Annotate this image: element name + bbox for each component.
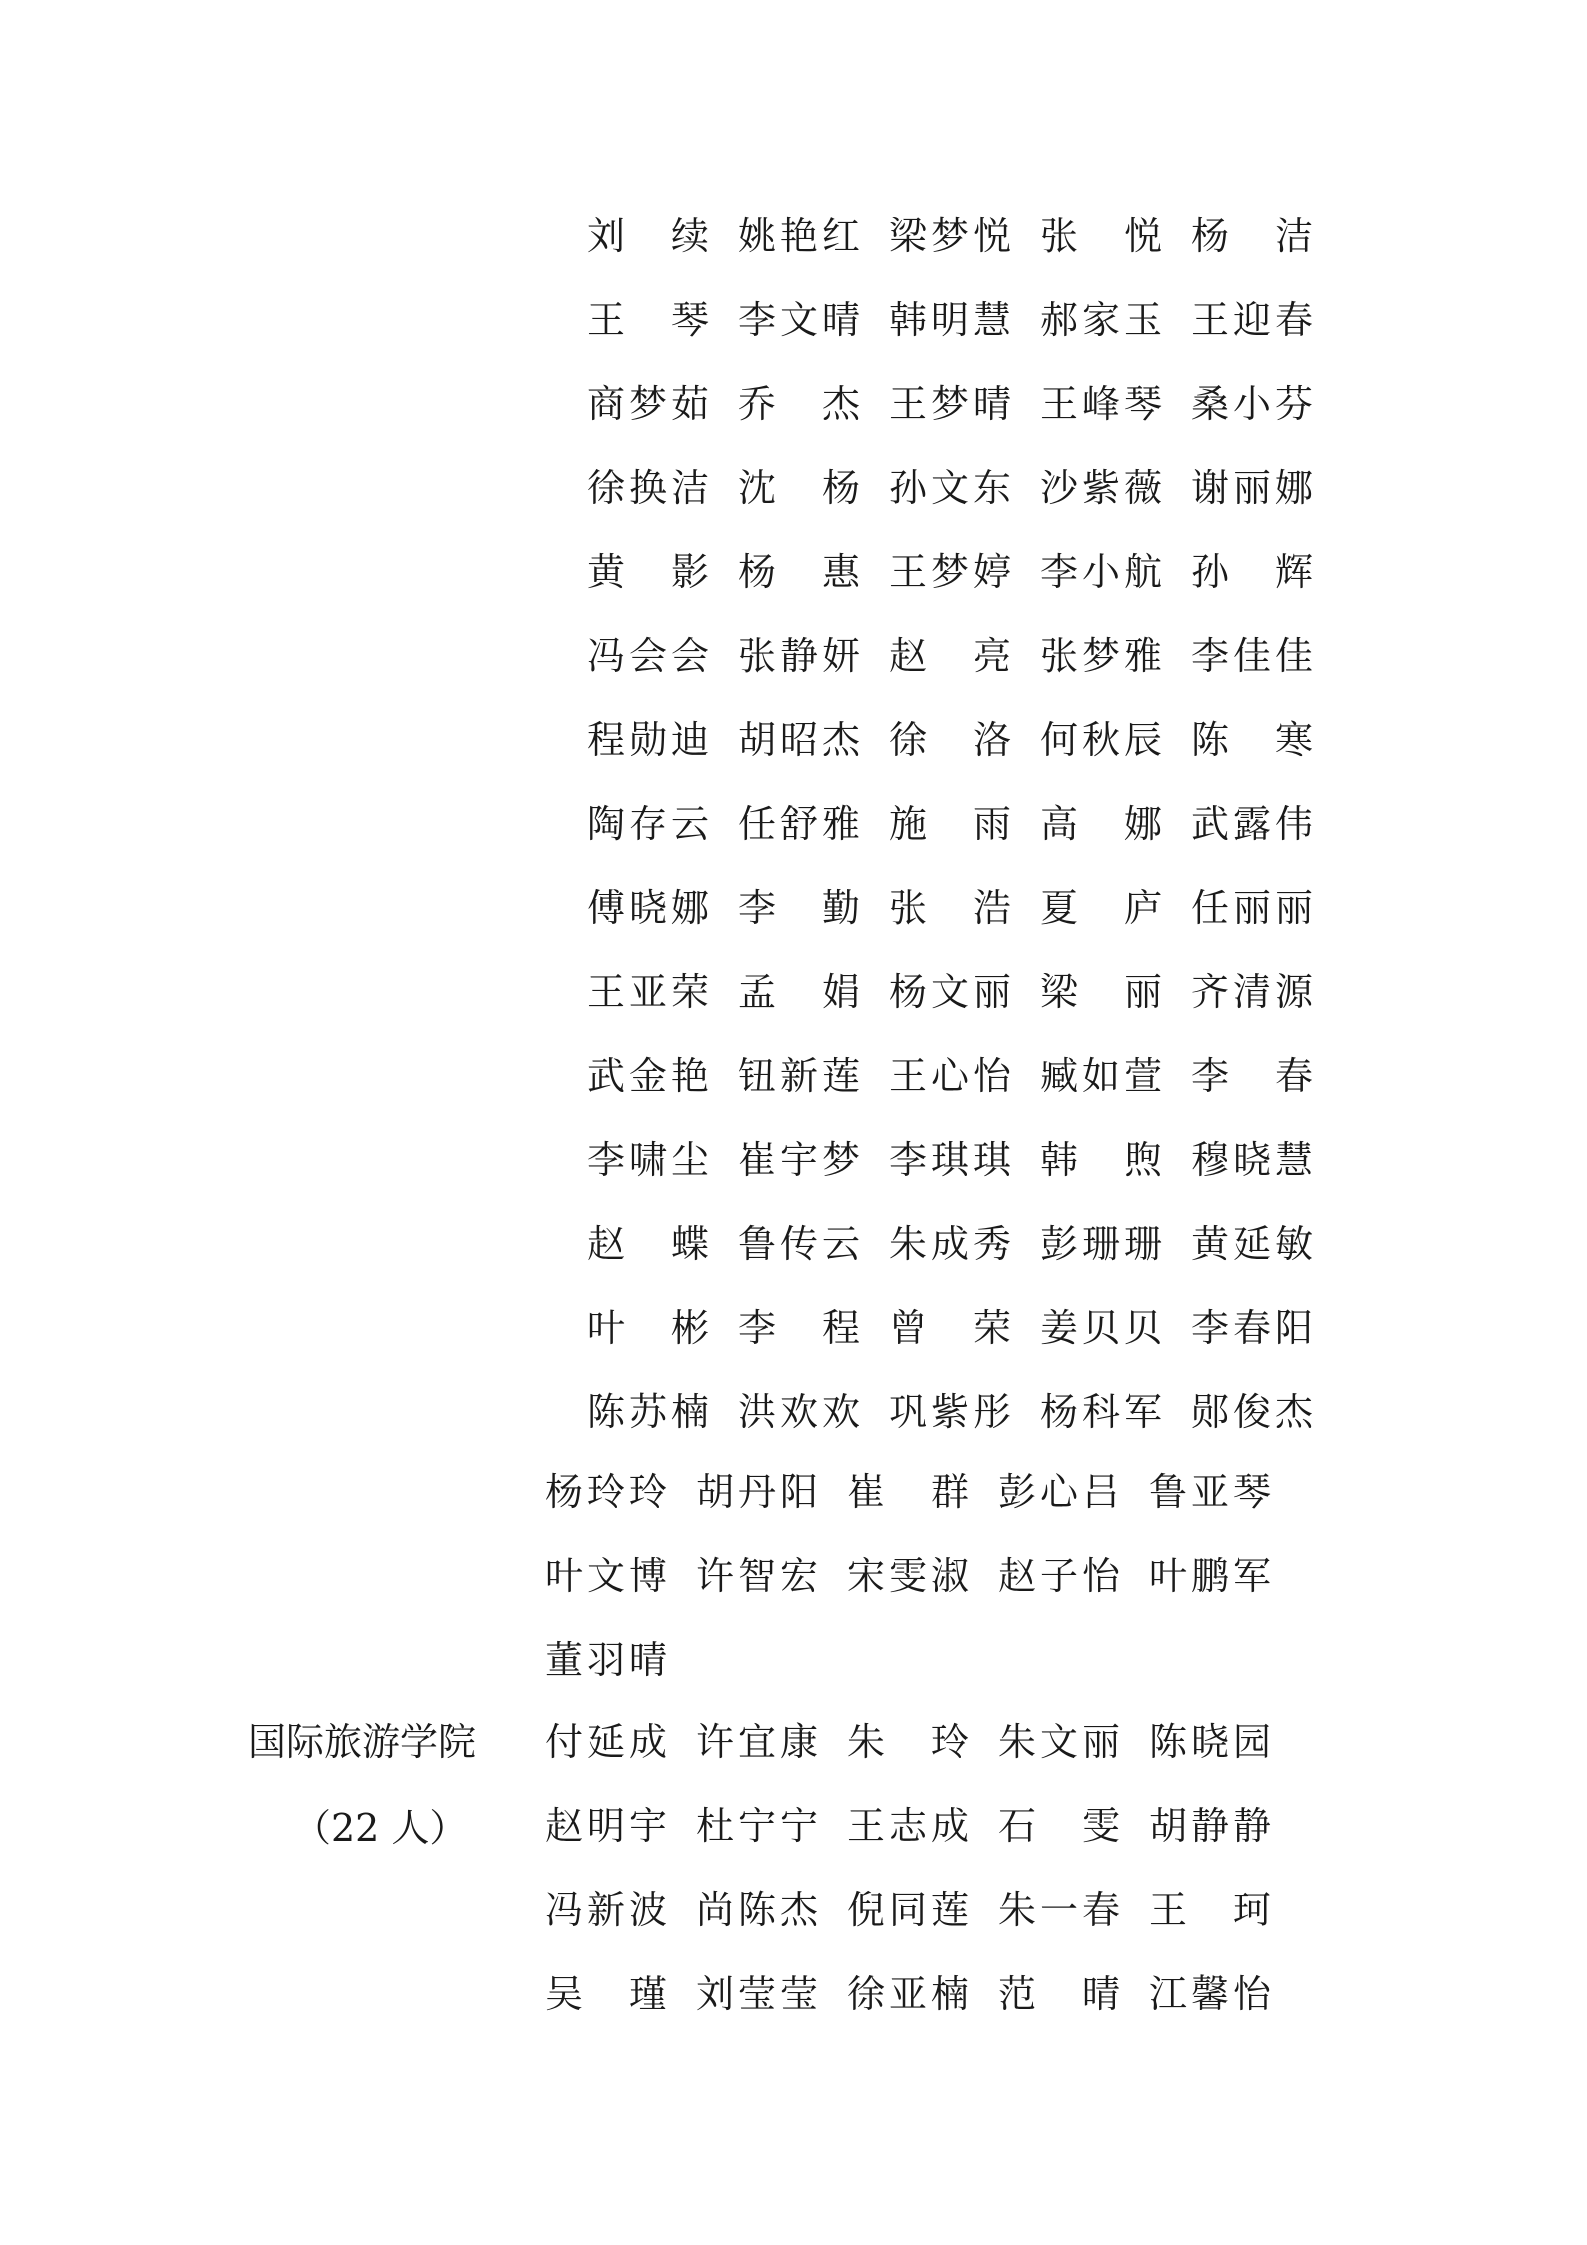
person-name: 朱 一 春 <box>998 1888 1120 1932</box>
person-name: 王 亚 荣 <box>587 970 709 1014</box>
person-name: 叶 鹏 军 <box>1149 1554 1271 1598</box>
person-name: 王 峰 琴 <box>1040 382 1162 426</box>
person-name: 郝 家 玉 <box>1040 298 1162 342</box>
department-name: 国际旅游学院 <box>248 1720 477 1764</box>
name-row <box>587 542 1342 602</box>
person-name: 何 秋 辰 <box>1040 718 1162 762</box>
person-name: 任 丽 丽 <box>1191 886 1313 930</box>
person-name: 沈 杨 <box>738 466 860 510</box>
person-name: 姚 艳 红 <box>738 214 860 258</box>
name-row <box>587 626 1342 686</box>
person-name: 李 春 阳 <box>1191 1306 1313 1350</box>
person-name: 臧 如 萱 <box>1040 1054 1162 1098</box>
name-row <box>587 794 1342 854</box>
person-name: 胡 昭 杰 <box>738 718 860 762</box>
person-name: 陈 寒 <box>1191 718 1313 762</box>
person-name: 朱 文 丽 <box>998 1720 1120 1764</box>
person-name: 杨 科 军 <box>1040 1390 1162 1434</box>
person-name: 施 雨 <box>889 802 1011 846</box>
person-name: 梁 梦 悦 <box>889 214 1011 258</box>
person-name: 齐 清 源 <box>1191 970 1313 1014</box>
person-name: 刘 莹 莹 <box>696 1972 818 2016</box>
name-row <box>545 1964 1300 2024</box>
person-name: 穆 晓 慧 <box>1191 1138 1313 1182</box>
person-name: 陈 苏 楠 <box>587 1390 709 1434</box>
person-name: 李 春 <box>1191 1054 1313 1098</box>
person-name: 叶 彬 <box>587 1306 709 1350</box>
person-name: 赵 蝶 <box>587 1222 709 1266</box>
person-name: 杨 洁 <box>1191 214 1313 258</box>
person-name: 李 啸 尘 <box>587 1138 709 1182</box>
person-name: 杨 文 丽 <box>889 970 1011 1014</box>
person-name: 朱 玲 <box>847 1720 969 1764</box>
person-name: 许 宜 康 <box>696 1720 818 1764</box>
person-name: 吴 瑾 <box>545 1972 667 2016</box>
person-name: 陶 存 云 <box>587 802 709 846</box>
person-name: 崔 宇 梦 <box>738 1138 860 1182</box>
person-name: 谢 丽 娜 <box>1191 466 1313 510</box>
person-name: 胡 丹 阳 <box>696 1470 818 1514</box>
person-name: 梁 丽 <box>1040 970 1162 1014</box>
person-name: 郧 俊 杰 <box>1191 1390 1313 1434</box>
person-name: 高 娜 <box>1040 802 1162 846</box>
person-name: 赵 明 宇 <box>545 1804 667 1848</box>
person-name: 宋 雯 淑 <box>847 1554 969 1598</box>
person-name: 钮 新 莲 <box>738 1054 860 1098</box>
person-name: 洪 欢 欢 <box>738 1390 860 1434</box>
person-name: 李 琪 琪 <box>889 1138 1011 1182</box>
person-name: 李 程 <box>738 1306 860 1350</box>
person-name: 王 琴 <box>587 298 709 342</box>
name-row <box>545 1630 1300 1690</box>
name-row <box>587 1214 1342 1274</box>
person-name: 张 静 妍 <box>738 634 860 678</box>
person-name: 李 勤 <box>738 886 860 930</box>
person-name: 朱 成 秀 <box>889 1222 1011 1266</box>
person-name: 乔 杰 <box>738 382 860 426</box>
person-name: 张 浩 <box>889 886 1011 930</box>
person-name: 黄 影 <box>587 550 709 594</box>
person-name: 武 金 艳 <box>587 1054 709 1098</box>
person-name: 杨 惠 <box>738 550 860 594</box>
person-name: 孙 文 东 <box>889 466 1011 510</box>
person-name: 杜 宁 宁 <box>696 1804 818 1848</box>
person-name: 彭 珊 珊 <box>1040 1222 1162 1266</box>
person-name: 王 珂 <box>1149 1888 1271 1932</box>
person-name: 石 雯 <box>998 1804 1120 1848</box>
person-name: 付 延 成 <box>545 1720 667 1764</box>
department-count: （22 人） <box>293 1806 468 1850</box>
name-row <box>545 1462 1300 1522</box>
person-name: 彭 心 吕 <box>998 1470 1120 1514</box>
person-name: 姜 贝 贝 <box>1040 1306 1162 1350</box>
person-name: 李 文 晴 <box>738 298 860 342</box>
person-name: 崔 群 <box>847 1470 969 1514</box>
person-name: 倪 同 莲 <box>847 1888 969 1932</box>
person-name: 尚 陈 杰 <box>696 1888 818 1932</box>
person-name: 曾 荣 <box>889 1306 1011 1350</box>
name-row <box>545 1546 1300 1606</box>
person-name: 桑 小 芬 <box>1191 382 1313 426</box>
person-name: 陈 晓 园 <box>1149 1720 1271 1764</box>
person-name: 冯 新 波 <box>545 1888 667 1932</box>
person-name: 刘 续 <box>587 214 709 258</box>
name-row <box>545 1796 1300 1856</box>
name-row <box>587 1298 1342 1358</box>
person-name: 商 梦 茹 <box>587 382 709 426</box>
name-row <box>587 206 1342 266</box>
person-name: 孟 娟 <box>738 970 860 1014</box>
person-name: 王 志 成 <box>847 1804 969 1848</box>
person-name: 徐 亚 楠 <box>847 1972 969 2016</box>
person-name: 夏 庐 <box>1040 886 1162 930</box>
person-name: 赵 子 怡 <box>998 1554 1120 1598</box>
person-name: 任 舒 雅 <box>738 802 860 846</box>
person-name: 许 智 宏 <box>696 1554 818 1598</box>
person-name: 李 小 航 <box>1040 550 1162 594</box>
person-name: 沙 紫 薇 <box>1040 466 1162 510</box>
name-row <box>545 1880 1300 1940</box>
name-row <box>587 1130 1342 1190</box>
person-name: 巩 紫 彤 <box>889 1390 1011 1434</box>
person-name: 黄 延 敏 <box>1191 1222 1313 1266</box>
person-name: 王 心 怡 <box>889 1054 1011 1098</box>
person-name: 王 迎 春 <box>1191 298 1313 342</box>
person-name: 傅 晓 娜 <box>587 886 709 930</box>
name-row <box>587 710 1342 770</box>
person-name: 江 馨 怡 <box>1149 1972 1271 2016</box>
person-name: 胡 静 静 <box>1149 1804 1271 1848</box>
person-name: 孙 辉 <box>1191 550 1313 594</box>
person-name: 董 羽 晴 <box>545 1638 667 1682</box>
person-name: 程 勋 迪 <box>587 718 709 762</box>
person-name: 张 悦 <box>1040 214 1162 258</box>
person-name: 鲁 传 云 <box>738 1222 860 1266</box>
name-row <box>587 458 1342 518</box>
person-name: 徐 洛 <box>889 718 1011 762</box>
person-name: 王 梦 晴 <box>889 382 1011 426</box>
person-name: 范 晴 <box>998 1972 1120 2016</box>
name-row <box>587 962 1342 1022</box>
name-row <box>587 374 1342 434</box>
person-name: 冯 会 会 <box>587 634 709 678</box>
name-row <box>587 1382 1342 1442</box>
name-row <box>545 1712 1300 1772</box>
person-name: 王 梦 婷 <box>889 550 1011 594</box>
person-name: 杨 玲 玲 <box>545 1470 667 1514</box>
name-row <box>587 1046 1342 1106</box>
person-name: 鲁 亚 琴 <box>1149 1470 1271 1514</box>
person-name: 韩 煦 <box>1040 1138 1162 1182</box>
person-name: 徐 换 洁 <box>587 466 709 510</box>
person-name: 张 梦 雅 <box>1040 634 1162 678</box>
name-row <box>587 878 1342 938</box>
person-name: 韩 明 慧 <box>889 298 1011 342</box>
person-name: 武 露 伟 <box>1191 802 1313 846</box>
person-name: 李 佳 佳 <box>1191 634 1313 678</box>
person-name: 赵 亮 <box>889 634 1011 678</box>
person-name: 叶 文 博 <box>545 1554 667 1598</box>
name-row <box>587 290 1342 350</box>
